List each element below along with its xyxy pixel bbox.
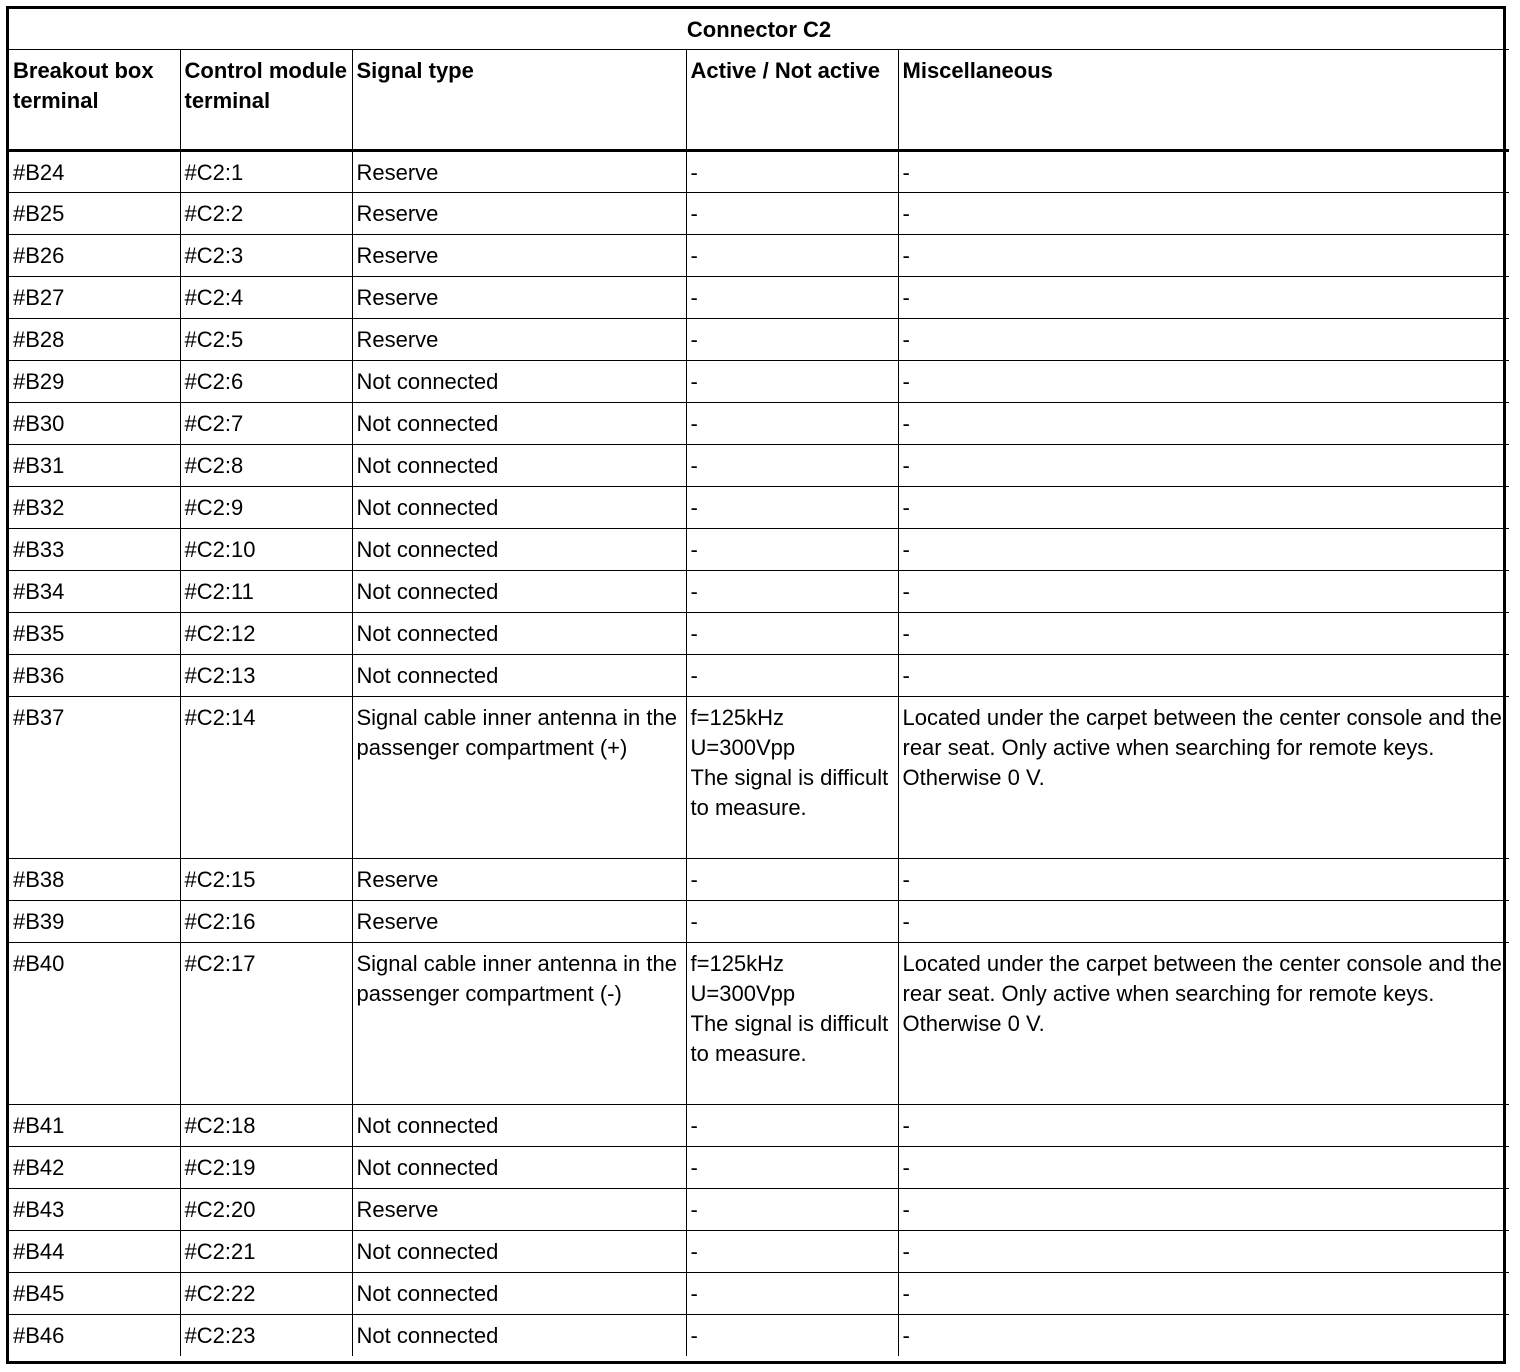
control-module-terminal-cell: #C2:18 — [180, 1104, 352, 1146]
miscellaneous-cell: - — [898, 528, 1509, 570]
column-header-miscellaneous: Miscellaneous — [898, 49, 1509, 150]
control-module-terminal-cell: #C2:16 — [180, 900, 352, 942]
table-row — [9, 234, 1509, 276]
control-module-terminal-cell: #C2:5 — [180, 318, 352, 360]
miscellaneous-cell: - — [898, 1104, 1509, 1146]
signal-type-cell: Not connected — [352, 486, 686, 528]
breakout-terminal-cell: #B25 — [9, 192, 180, 234]
signal-type-cell: Not connected — [352, 612, 686, 654]
active-state-cell: - — [686, 486, 898, 528]
miscellaneous-cell: - — [898, 150, 1509, 192]
control-module-terminal-cell: #C2:2 — [180, 192, 352, 234]
miscellaneous-cell: - — [898, 402, 1509, 444]
table-row — [9, 696, 1509, 858]
active-state-cell: - — [686, 1314, 898, 1356]
active-state-cell: - — [686, 1104, 898, 1146]
active-state-cell: - — [686, 570, 898, 612]
breakout-terminal-cell: #B30 — [9, 402, 180, 444]
breakout-terminal-cell: #B37 — [9, 696, 180, 858]
control-module-terminal-cell: #C2:17 — [180, 942, 352, 1104]
signal-type-cell: Reserve — [352, 276, 686, 318]
active-state-cell: - — [686, 612, 898, 654]
breakout-terminal-cell: #B41 — [9, 1104, 180, 1146]
active-state-cell: - — [686, 1272, 898, 1314]
signal-type-cell: Reserve — [352, 858, 686, 900]
breakout-terminal-cell: #B28 — [9, 318, 180, 360]
control-module-terminal-cell: #C2:21 — [180, 1230, 352, 1272]
control-module-terminal-cell: #C2:3 — [180, 234, 352, 276]
breakout-terminal-cell: #B44 — [9, 1230, 180, 1272]
control-module-terminal-cell: #C2:15 — [180, 858, 352, 900]
control-module-terminal-cell: #C2:9 — [180, 486, 352, 528]
table-title: Connector C2 — [9, 9, 1509, 49]
active-state-cell: - — [686, 1230, 898, 1272]
table-row — [9, 942, 1509, 1104]
active-state-cell: - — [686, 1146, 898, 1188]
active-state-cell: - — [686, 858, 898, 900]
miscellaneous-cell: - — [898, 900, 1509, 942]
active-state-cell: - — [686, 528, 898, 570]
table-row — [9, 150, 1509, 192]
table-row — [9, 858, 1509, 900]
table-row — [9, 276, 1509, 318]
table-row — [9, 1230, 1509, 1272]
miscellaneous-cell: - — [898, 1230, 1509, 1272]
breakout-terminal-cell: #B45 — [9, 1272, 180, 1314]
signal-type-cell: Not connected — [352, 654, 686, 696]
miscellaneous-cell: - — [898, 1188, 1509, 1230]
signal-type-cell: Not connected — [352, 402, 686, 444]
miscellaneous-cell: - — [898, 276, 1509, 318]
connector-table-page — [6, 6, 1506, 1364]
signal-type-cell: Reserve — [352, 192, 686, 234]
control-module-terminal-cell: #C2:13 — [180, 654, 352, 696]
table-row — [9, 528, 1509, 570]
signal-type-cell: Not connected — [352, 1146, 686, 1188]
active-state-cell: - — [686, 192, 898, 234]
control-module-terminal-cell: #C2:19 — [180, 1146, 352, 1188]
breakout-terminal-cell: #B26 — [9, 234, 180, 276]
table-row — [9, 402, 1509, 444]
signal-type-cell: Not connected — [352, 570, 686, 612]
signal-type-cell: Reserve — [352, 150, 686, 192]
active-state-cell: - — [686, 360, 898, 402]
column-header-signal-type: Signal type — [352, 49, 686, 150]
signal-type-cell: Not connected — [352, 1104, 686, 1146]
table-row — [9, 444, 1509, 486]
miscellaneous-cell: - — [898, 1314, 1509, 1356]
active-state-cell: - — [686, 402, 898, 444]
active-state-cell: f=125kHz U=300Vpp The signal is difficult to measure. — [686, 942, 898, 1104]
table-row — [9, 1272, 1509, 1314]
active-state-cell: - — [686, 654, 898, 696]
signal-type-cell: Signal cable inner antenna in the passenger compartment (+) — [352, 696, 686, 858]
miscellaneous-cell: - — [898, 360, 1509, 402]
signal-type-cell: Not connected — [352, 360, 686, 402]
breakout-terminal-cell: #B38 — [9, 858, 180, 900]
breakout-terminal-cell: #B46 — [9, 1314, 180, 1356]
breakout-terminal-cell: #B24 — [9, 150, 180, 192]
control-module-terminal-cell: #C2:4 — [180, 276, 352, 318]
miscellaneous-cell: Located under the carpet between the center console and the rear seat. Only active when searching for remote keys. Otherwise 0 V. — [898, 696, 1509, 858]
table-row — [9, 900, 1509, 942]
control-module-terminal-cell: #C2:23 — [180, 1314, 352, 1356]
control-module-terminal-cell: #C2:7 — [180, 402, 352, 444]
active-state-cell: - — [686, 444, 898, 486]
breakout-terminal-cell: #B39 — [9, 900, 180, 942]
control-module-terminal-cell: #C2:10 — [180, 528, 352, 570]
table-row — [9, 1104, 1509, 1146]
miscellaneous-cell: Located under the carpet between the center console and the rear seat. Only active when searching for remote keys. Otherwise 0 V. — [898, 942, 1509, 1104]
active-state-cell: - — [686, 234, 898, 276]
breakout-terminal-cell: #B29 — [9, 360, 180, 402]
active-state-cell: - — [686, 318, 898, 360]
signal-type-cell: Not connected — [352, 1230, 686, 1272]
miscellaneous-cell: - — [898, 318, 1509, 360]
miscellaneous-cell: - — [898, 654, 1509, 696]
signal-type-cell: Reserve — [352, 318, 686, 360]
table-row — [9, 1314, 1509, 1356]
active-state-cell: - — [686, 1188, 898, 1230]
miscellaneous-cell: - — [898, 192, 1509, 234]
miscellaneous-cell: - — [898, 858, 1509, 900]
control-module-terminal-cell: #C2:20 — [180, 1188, 352, 1230]
breakout-terminal-cell: #B43 — [9, 1188, 180, 1230]
control-module-terminal-cell: #C2:1 — [180, 150, 352, 192]
connector-c2-table — [9, 9, 1509, 1356]
signal-type-cell: Not connected — [352, 528, 686, 570]
breakout-terminal-cell: #B42 — [9, 1146, 180, 1188]
miscellaneous-cell: - — [898, 486, 1509, 528]
signal-type-cell: Reserve — [352, 234, 686, 276]
miscellaneous-cell: - — [898, 612, 1509, 654]
control-module-terminal-cell: #C2:22 — [180, 1272, 352, 1314]
column-header-active-not-active: Active / Not active — [686, 49, 898, 150]
signal-type-cell: Not connected — [352, 1314, 686, 1356]
signal-type-cell: Signal cable inner antenna in the passenger compartment (-) — [352, 942, 686, 1104]
active-state-cell: - — [686, 150, 898, 192]
breakout-terminal-cell: #B35 — [9, 612, 180, 654]
control-module-terminal-cell: #C2:6 — [180, 360, 352, 402]
active-state-cell: f=125kHz U=300Vpp The signal is difficult to measure. — [686, 696, 898, 858]
breakout-terminal-cell: #B36 — [9, 654, 180, 696]
miscellaneous-cell: - — [898, 570, 1509, 612]
column-header-breakout-box-terminal: Breakout box terminal — [9, 49, 180, 150]
breakout-terminal-cell: #B27 — [9, 276, 180, 318]
control-module-terminal-cell: #C2:14 — [180, 696, 352, 858]
signal-type-cell: Reserve — [352, 900, 686, 942]
signal-type-cell: Not connected — [352, 444, 686, 486]
active-state-cell: - — [686, 900, 898, 942]
active-state-cell: - — [686, 276, 898, 318]
breakout-terminal-cell: #B32 — [9, 486, 180, 528]
control-module-terminal-cell: #C2:11 — [180, 570, 352, 612]
table-row — [9, 1188, 1509, 1230]
table-row — [9, 570, 1509, 612]
miscellaneous-cell: - — [898, 444, 1509, 486]
table-row — [9, 654, 1509, 696]
control-module-terminal-cell: #C2:8 — [180, 444, 352, 486]
table-row — [9, 486, 1509, 528]
header-row — [9, 49, 1509, 150]
table-row — [9, 192, 1509, 234]
breakout-terminal-cell: #B33 — [9, 528, 180, 570]
table-row — [9, 612, 1509, 654]
signal-type-cell: Not connected — [352, 1272, 686, 1314]
breakout-terminal-cell: #B34 — [9, 570, 180, 612]
miscellaneous-cell: - — [898, 1272, 1509, 1314]
miscellaneous-cell: - — [898, 234, 1509, 276]
table-row — [9, 1146, 1509, 1188]
column-header-control-module-terminal: Control module terminal — [180, 49, 352, 150]
signal-type-cell: Reserve — [352, 1188, 686, 1230]
miscellaneous-cell: - — [898, 1146, 1509, 1188]
breakout-terminal-cell: #B31 — [9, 444, 180, 486]
table-row — [9, 360, 1509, 402]
table-row — [9, 318, 1509, 360]
control-module-terminal-cell: #C2:12 — [180, 612, 352, 654]
breakout-terminal-cell: #B40 — [9, 942, 180, 1104]
